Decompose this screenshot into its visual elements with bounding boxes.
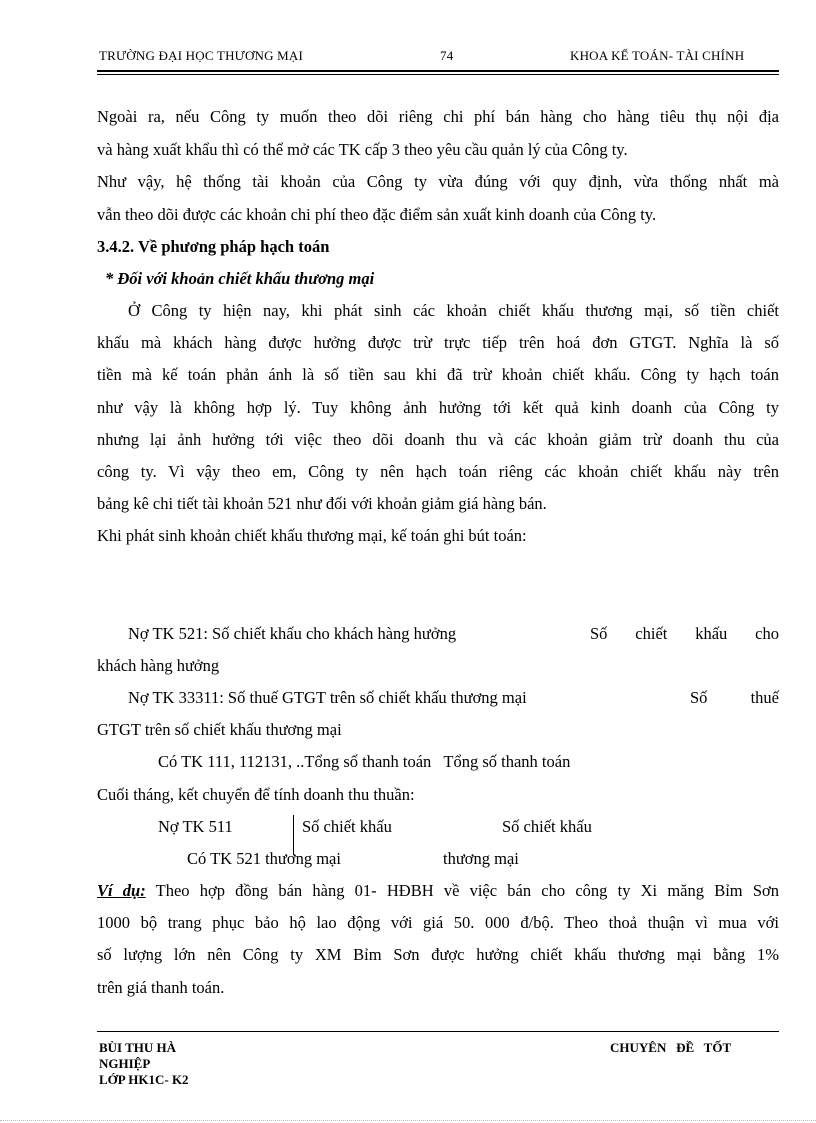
footer-author: BÙI THU HÀ — [99, 1040, 177, 1055]
paragraph-1-line-2: và hàng xuất khẩu thì có thể mở các TK cấp 3 theo yêu cầu quản lý của Công ty. — [97, 140, 628, 159]
section-heading: 3.4.2. Về phương pháp hạch toán — [97, 237, 330, 256]
example-line-2: 1000 bộ trang phục bảo hộ lao động với giá 50. 000 đ/bộ. Theo thoả thuận vì mua với — [97, 913, 779, 932]
paragraph-3-line-5: nhưng lại ảnh hưởng tới việc theo dõi doanh thu và các khoản giảm trừ doanh thu của — [97, 430, 779, 449]
example-line-1-text: Theo hợp đồng bán hàng 01- HĐBH về việc bán cho công ty Xi măng Bỉm Sơn — [145, 881, 779, 900]
paragraph-2-line-2: vẫn theo dõi được các khoản chi phí theo đặc điểm sản xuất kinh doanh của Công ty. — [97, 205, 657, 224]
paragraph-3-line-6: công ty. Vì vậy theo em, Công ty nên hạch toán riêng các khoản chiết khấu này trên — [97, 462, 779, 481]
paragraph-3-line-3: tiền mà kế toán phản ánh là số tiền sau khi đã trừ khoản chiết khấu. Công ty hạch toán — [97, 365, 779, 384]
entry-4-amount-2: Số chiết khấu — [502, 817, 592, 836]
entry-1-amount: Số chiết khấu cho — [590, 624, 779, 643]
paragraph-3-line-2: khấu mà khách hàng được hưởng được trừ trực tiếp trên hoá đơn GTGT. Nghĩa là số — [97, 333, 779, 352]
entry-2-continuation: GTGT trên số chiết khấu thương mại — [97, 720, 342, 739]
paragraph-3-line-4: như vậy là không hợp lý. Tuy không ảnh hưởng tới kết quả kinh doanh của Công ty — [97, 398, 779, 417]
header-faculty: KHOA KẾ TOÁN- TÀI CHÍNH — [570, 48, 745, 63]
entry-1-continuation: khách hàng hưởng — [97, 656, 220, 675]
header-rule-thick — [97, 70, 779, 72]
entry-3-credit: Có TK 111, 112131, ..Tổng số thanh toán Tổng số thanh toán — [158, 752, 571, 771]
entry-4-amount-1: Số chiết khấu — [302, 817, 392, 836]
entry-2-amount: Số thuế — [690, 688, 779, 707]
entry-4-debit: Nợ TK 511 — [158, 817, 233, 836]
example-label: Ví dụ: — [97, 881, 146, 900]
entry-2-debit: Nợ TK 33311: Số thuế GTGT trên số chiết khấu thương mại — [128, 688, 527, 707]
footer-title-part-2: NGHIỆP — [99, 1056, 151, 1071]
page-number: 74 — [440, 48, 454, 63]
footer-title-part-1: CHUYÊN ĐỀ TỐT — [610, 1040, 732, 1055]
entry-5-credit: Có TK 521 thương mại — [187, 849, 341, 868]
example-line-4: trên giá thanh toán. — [97, 978, 225, 997]
paragraph-1-line-1: Ngoài ra, nếu Công ty muốn theo dõi riêng chi phí bán hàng cho hàng tiêu thụ nội địa — [97, 107, 779, 126]
paragraph-3-line-7: bảng kê chi tiết tài khoản 521 như đối với khoản giảm giá hàng bán. — [97, 494, 547, 513]
entry-5-amount: thương mại — [443, 849, 519, 868]
header-rule-thin — [97, 74, 779, 75]
page-bottom-dotted-edge — [0, 1120, 816, 1121]
example-line-3: số lượng lớn nên Công ty XM Bỉm Sơn được hưởng chiết khấu thương mại bằng 1% — [97, 945, 779, 964]
entry-1-debit: Nợ TK 521: Số chiết khấu cho khách hàng hưởng — [128, 624, 457, 643]
subsection-heading: * Đối với khoản chiết khấu thương mại — [105, 269, 375, 288]
example-line-1 — [97, 881, 779, 901]
paragraph-5: Cuối tháng, kết chuyển để tính doanh thu thuần: — [97, 785, 415, 804]
footer-class: LỚP HK1C- K2 — [99, 1072, 189, 1087]
paragraph-2-line-1: Như vậy, hệ thống tài khoản của Công ty vừa đúng với quy định, vừa thống nhất mà — [97, 172, 779, 191]
paragraph-4: Khi phát sinh khoản chiết khấu thương mại, kế toán ghi bút toán: — [97, 526, 527, 545]
footer-rule — [97, 1031, 779, 1032]
header-school: TRƯỜNG ĐẠI HỌC THƯƠNG MẠI — [99, 48, 304, 63]
paragraph-3-line-1: Ở Công ty hiện nay, khi phát sinh các khoản chiết khấu thương mại, số tiền chiết — [128, 301, 779, 320]
